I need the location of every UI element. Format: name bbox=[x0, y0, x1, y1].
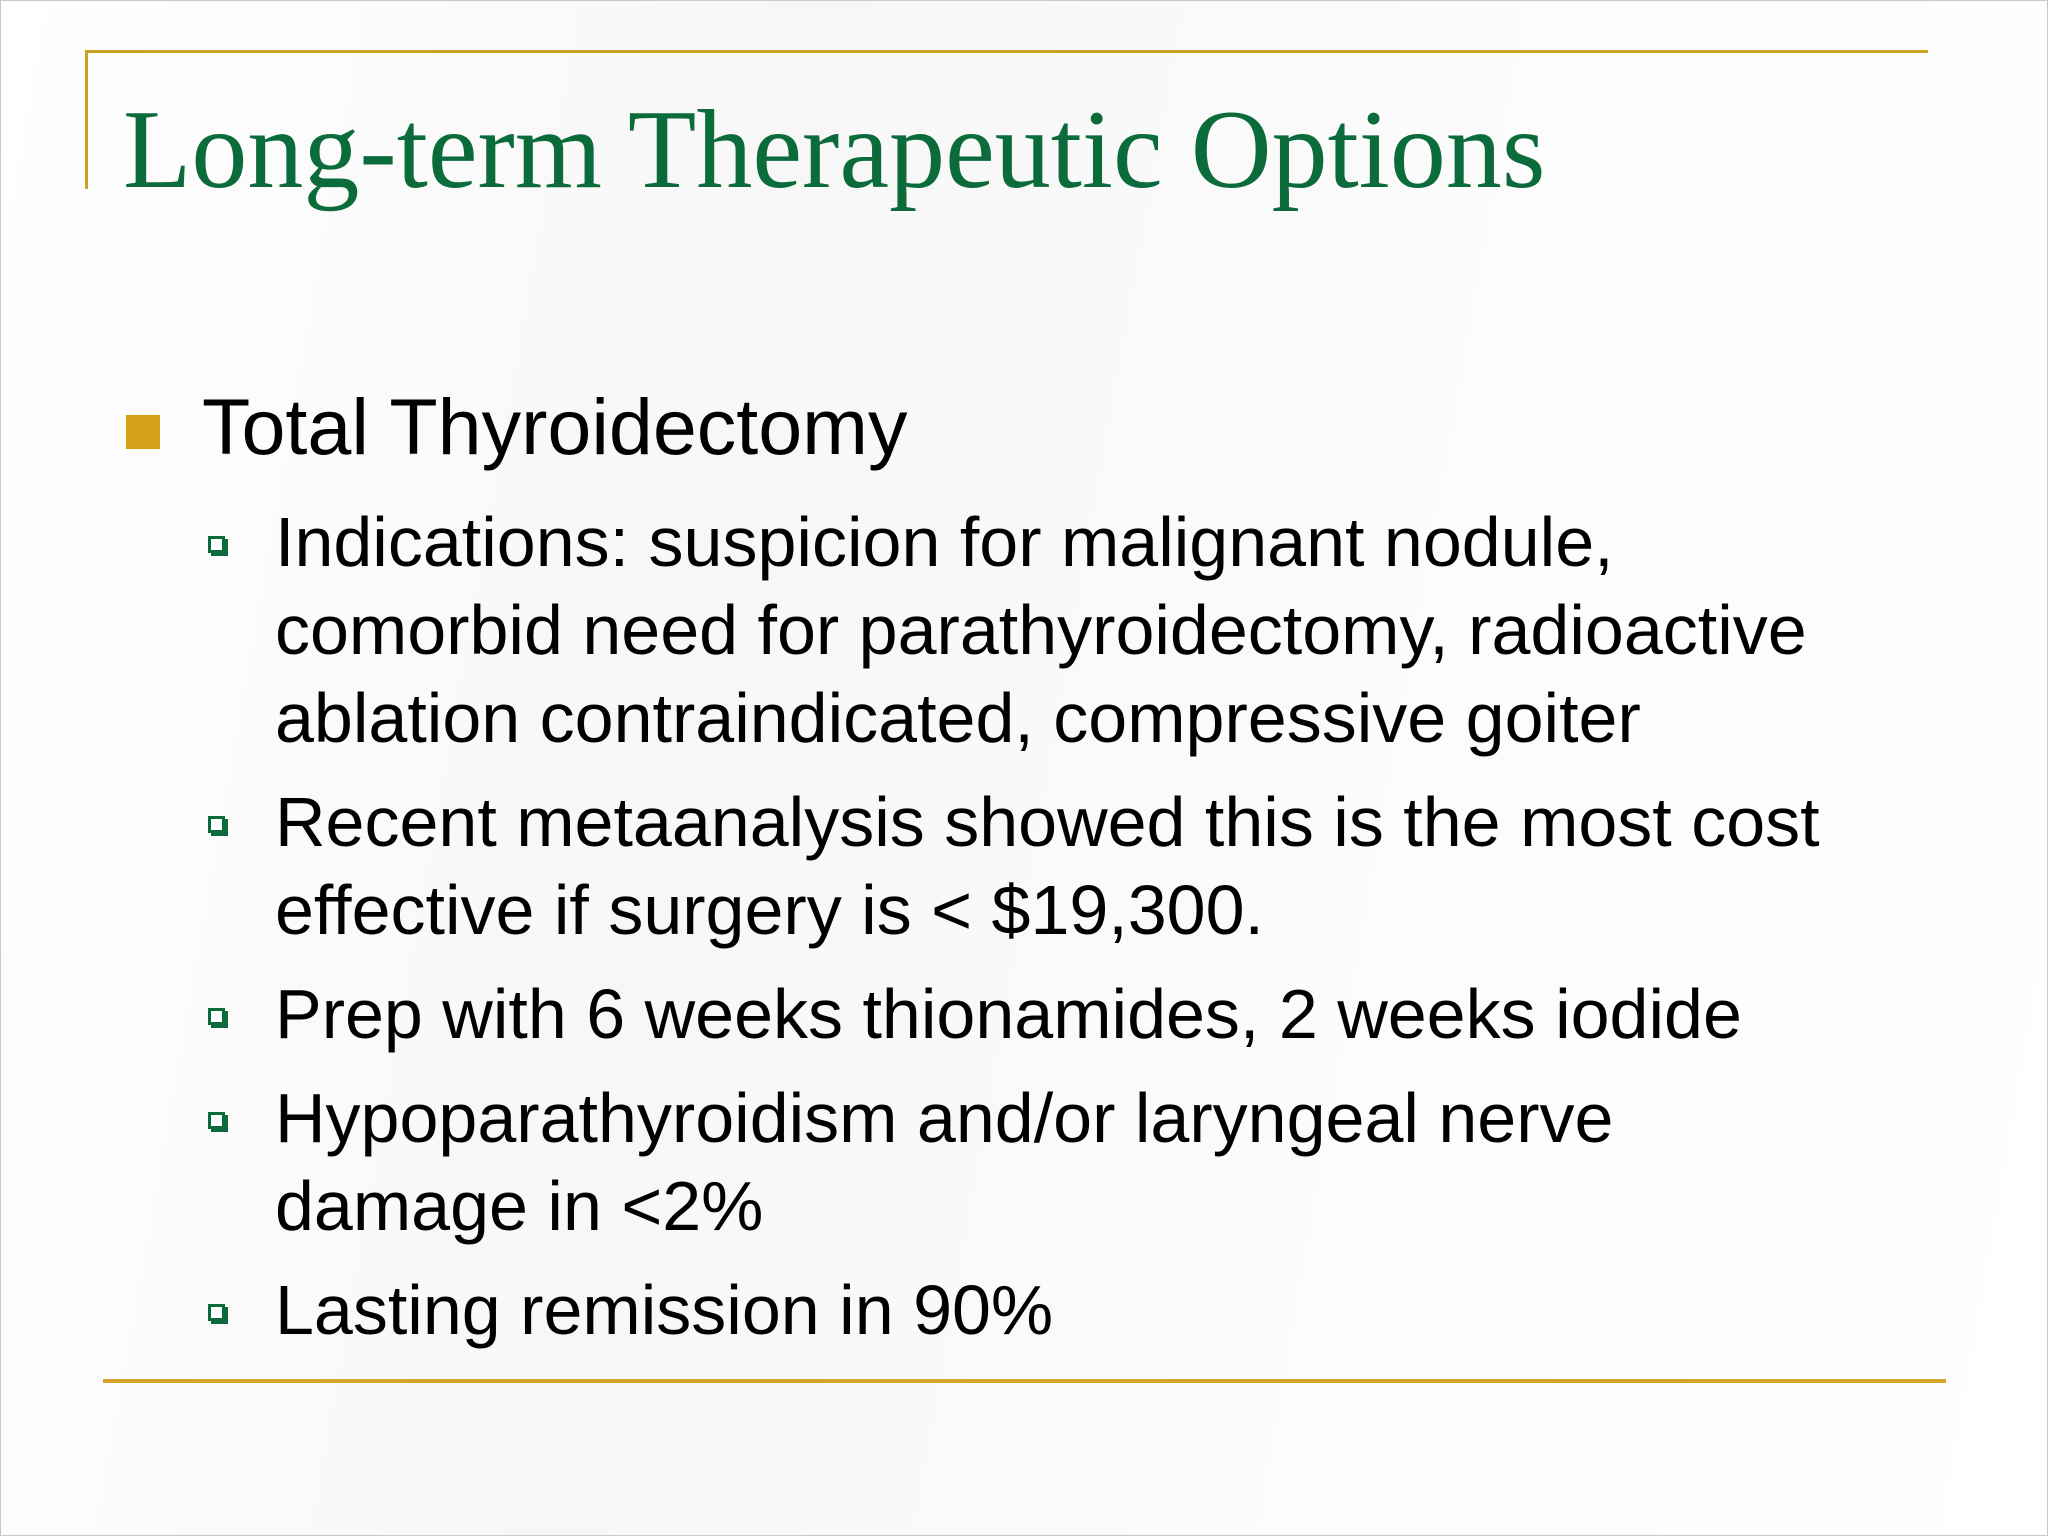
hollow-square-bullet-icon bbox=[208, 816, 225, 833]
main-bullet-text: Total Thyroidectomy bbox=[202, 382, 908, 471]
hollow-square-bullet-icon bbox=[208, 1008, 225, 1025]
sub-bullet-line: Indications: suspicion for malignant nodule, bbox=[275, 503, 1614, 581]
sub-bullet-line: Hypoparathyroidism and/or laryngeal nerve bbox=[275, 1079, 1614, 1157]
sub-bullet-line: effective if surgery is < $19,300. bbox=[275, 871, 1264, 949]
hollow-square-bullet-icon bbox=[208, 536, 225, 553]
sub-bullet-line: Prep with 6 weeks thionamides, 2 weeks iodide bbox=[275, 975, 1742, 1053]
sub-bullet-list bbox=[203, 498, 1943, 1370]
list-item bbox=[203, 778, 1943, 954]
sub-bullet-line: Lasting remission in 90% bbox=[275, 1271, 1054, 1349]
list-item bbox=[203, 498, 1943, 762]
slide-title: Long-term Therapeutic Options bbox=[123, 88, 1546, 212]
hollow-square-bullet-icon bbox=[208, 1112, 225, 1129]
sub-bullet-line: comorbid need for parathyroidectomy, radioactive bbox=[275, 591, 1807, 669]
square-bullet-icon bbox=[126, 415, 160, 449]
sub-bullet-line: damage in <2% bbox=[275, 1167, 764, 1245]
list-item bbox=[203, 1266, 1943, 1354]
sub-bullet-line: ablation contraindicated, compressive goiter bbox=[275, 679, 1641, 757]
top-border-line bbox=[85, 50, 1928, 53]
bottom-border-line bbox=[103, 1379, 1946, 1383]
list-item bbox=[203, 970, 1943, 1058]
sub-bullet-line: Recent metaanalysis showed this is the most cost bbox=[275, 783, 1820, 861]
left-border-line bbox=[85, 50, 88, 189]
hollow-square-bullet-icon bbox=[208, 1304, 225, 1321]
list-item bbox=[203, 1074, 1943, 1250]
